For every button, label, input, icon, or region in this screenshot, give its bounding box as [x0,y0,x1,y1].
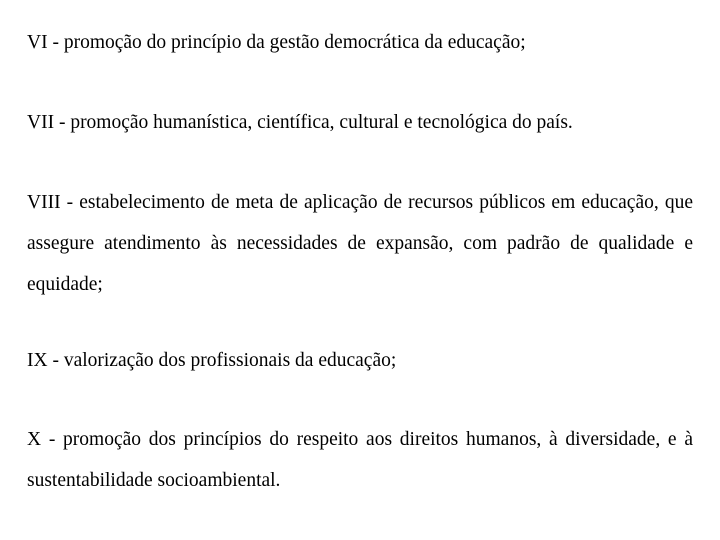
item-ix: IX - valorização dos profissionais da educação; [27,350,397,371]
item-vii: VII - promoção humanística, científica, cultural e tecnológica do país. [27,112,573,133]
item-viii: VIII - estabelecimento de meta de aplicação de recursos públicos em educação, que assegure atendimento às necessidades de expansão, com padrão de qualidade e equidade; [27,192,693,295]
item-vi: VI - promoção do princípio da gestão democrática da educação; [27,32,526,53]
item-x: X - promoção dos princípios do respeito aos direitos humanos, à diversidade, e à sustentabilidade socioambiental. [27,429,693,491]
